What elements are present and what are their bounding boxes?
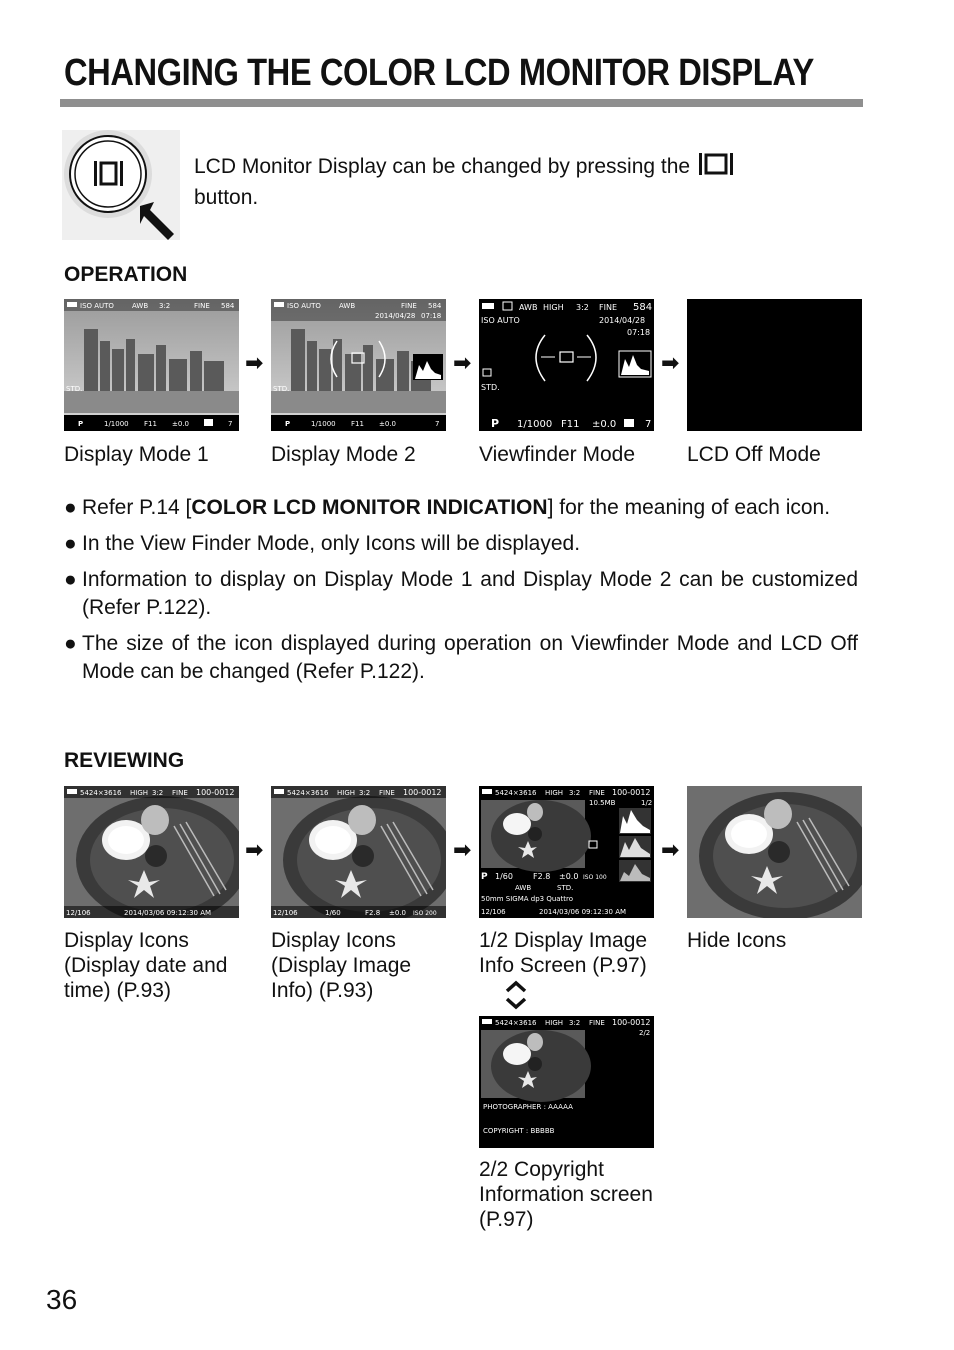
note-text: Information to display on Display Mode 1 and Display Mode 2 can be customized (Refer P.122). [82, 568, 858, 619]
osd-count: 584 [221, 302, 235, 310]
osd-std: STD. [273, 385, 290, 393]
lcd-off-mode-image [687, 299, 862, 431]
osd-wb: AWB [515, 884, 532, 892]
osd-datetime: 2014/03/06 09:12:30 AM [539, 908, 627, 916]
page-number: 36 [46, 1284, 78, 1315]
osd-mode: P [78, 420, 84, 428]
osd-ratio: 3:2 [569, 789, 581, 797]
notes-list [64, 494, 858, 694]
osd-ev: ±0.0 [172, 420, 189, 428]
caption-line: Display Icons [271, 929, 396, 952]
reviewing-heading: REVIEWING [64, 749, 185, 772]
caption-display-info [271, 928, 411, 1003]
display-mode-1-image [64, 299, 239, 431]
osd-size: 5424×3616 [495, 1019, 537, 1027]
operation-heading: OPERATION [64, 263, 188, 286]
osd-fine: FINE [172, 789, 188, 797]
osd-mode: P [481, 872, 488, 882]
osd-copyright: COPYRIGHT : BBBBB [483, 1127, 555, 1135]
arrow-right-icon: ➡ [245, 837, 264, 862]
osd-std: STD. [481, 383, 500, 392]
osd-page: 1/2 [641, 799, 653, 807]
osd-fine: FINE [401, 302, 417, 310]
bullet-dot: ● [64, 496, 77, 519]
osd-fine: FINE [379, 789, 395, 797]
osd-frame: 12/106 [273, 909, 298, 917]
display-mode-2-image [271, 299, 446, 431]
caption-display-mode-2: Display Mode 2 [271, 443, 416, 466]
osd-ev: ±0.0 [592, 419, 617, 430]
caption-line: (Display date and [64, 954, 228, 977]
note-text: Refer P.14 [ [82, 496, 192, 519]
caption-line: (P.97) [479, 1208, 534, 1231]
osd-mode: P [491, 417, 500, 430]
caption-line: Display Icons [64, 929, 189, 952]
note-item [64, 530, 858, 558]
review-info-screen-1-image [479, 786, 654, 918]
intro-text-after: button. [194, 186, 259, 209]
osd-aperture: F11 [144, 420, 157, 428]
osd-quality: HIGH [545, 1019, 564, 1027]
title-rule [60, 99, 863, 107]
osd-wb: AWB [519, 303, 538, 312]
osd-frames: 7 [228, 420, 233, 428]
caption-info-screen-1 [479, 928, 647, 978]
arrow-right-icon: ➡ [661, 350, 680, 375]
display-button-illustration [62, 130, 180, 240]
caption-line: Info) (P.93) [271, 979, 374, 1002]
osd-std: STD. [66, 385, 83, 393]
review-display-date-image [64, 786, 239, 918]
osd-count: 584 [428, 302, 442, 310]
osd-aperture: F2.8 [533, 872, 551, 881]
note-item [64, 494, 858, 522]
caption-lcd-off-mode: LCD Off Mode [687, 443, 821, 466]
caption-copyright-screen [479, 1157, 653, 1232]
intro-text [194, 152, 854, 212]
osd-iso: ISO AUTO [80, 302, 114, 310]
caption-display-mode-1: Display Mode 1 [64, 443, 209, 466]
osd-datetime: 2014/03/06 09:12:30 AM [124, 909, 212, 917]
bullet-dot: ● [64, 532, 77, 555]
osd-size: 5424×3616 [287, 789, 329, 797]
osd-mb: 10.5MB [589, 799, 616, 807]
osd-wb: AWB [339, 302, 356, 310]
osd-frame: 12/106 [481, 908, 506, 916]
intro-text-before: LCD Monitor Display can be changed by pressing the [194, 155, 691, 178]
osd-std: STD. [557, 884, 574, 892]
osd-fine: FINE [589, 789, 605, 797]
note-text: The size of the icon displayed during operation on Viewfinder Mode and LCD Off Mode can be changed (Refer P.122). [82, 632, 858, 683]
osd-shutter: 1/1000 [311, 420, 336, 428]
osd-ratio: 3:2 [159, 302, 171, 310]
osd-quality: HIGH [337, 789, 356, 797]
viewfinder-mode-image [479, 299, 654, 431]
osd-file: 100-0012 [612, 788, 651, 797]
osd-iso: ISO AUTO [481, 316, 520, 325]
osd-file: 100-0012 [612, 1018, 651, 1027]
arrow-right-icon: ➡ [245, 350, 264, 375]
caption-line: time) (P.93) [64, 979, 171, 1002]
osd-frames: 7 [435, 420, 440, 428]
arrow-right-icon: ➡ [453, 350, 472, 375]
arrow-right-icon: ➡ [453, 837, 472, 862]
caption-line: Information screen [479, 1183, 653, 1206]
osd-frame: 12/106 [66, 909, 91, 917]
osd-date: 2014/04/28 [375, 312, 416, 320]
osd-shutter: 1/60 [325, 909, 341, 917]
osd-file: 100-0012 [403, 788, 442, 797]
osd-iso: ISO 200 [413, 910, 437, 917]
osd-time: 07:18 [421, 312, 442, 320]
osd-quality: HIGH [543, 303, 564, 312]
osd-page: 2/2 [639, 1029, 651, 1037]
osd-mode: P [285, 420, 291, 428]
osd-quality: HIGH [545, 789, 564, 797]
osd-ev: ±0.0 [559, 872, 579, 881]
osd-ratio: 3:2 [576, 303, 589, 312]
bullet-dot: ● [64, 568, 77, 591]
osd-size: 5424×3616 [495, 789, 537, 797]
osd-size: 5424×3616 [80, 789, 122, 797]
osd-ratio: 3:2 [152, 789, 164, 797]
osd-ratio: 3:2 [569, 1019, 581, 1027]
caption-hide-icons: Hide Icons [687, 929, 787, 952]
osd-wb: AWB [132, 302, 149, 310]
display-button-icon [698, 152, 736, 184]
caption-line: 2/2 Copyright [479, 1158, 604, 1181]
osd-iso: ISO AUTO [287, 302, 321, 310]
osd-fine: FINE [589, 1019, 605, 1027]
osd-shutter: 1/60 [495, 872, 513, 881]
osd-aperture: F2.8 [365, 909, 381, 917]
caption-viewfinder-mode: Viewfinder Mode [479, 443, 636, 466]
osd-frames: 7 [645, 419, 652, 430]
osd-photographer: PHOTOGRAPHER : AAAAA [483, 1103, 573, 1111]
page-title: CHANGING THE COLOR LCD MONITOR DISPLAY [64, 52, 814, 94]
review-copyright-screen-image [479, 1016, 654, 1148]
bullet-dot: ● [64, 632, 77, 655]
note-text: ] for the meaning of each icon. [547, 496, 831, 519]
review-hide-icons-image [687, 786, 862, 918]
caption-line: (Display Image [271, 954, 412, 977]
osd-shutter: 1/1000 [517, 419, 553, 430]
caption-line: Info Screen (P.97) [479, 954, 647, 977]
osd-date: 2014/04/28 [599, 316, 646, 325]
osd-aperture: F11 [351, 420, 364, 428]
note-item [64, 630, 858, 686]
osd-file: 100-0012 [196, 788, 235, 797]
osd-ratio: 3:2 [359, 789, 371, 797]
note-item [64, 566, 858, 622]
osd-iso: ISO 100 [583, 874, 607, 881]
osd-quality: HIGH [130, 789, 149, 797]
osd-ev: ±0.0 [379, 420, 396, 428]
osd-aperture: F11 [561, 419, 580, 430]
up-down-arrow-icon [504, 980, 528, 1010]
note-text: In the View Finder Mode, only Icons will be displayed. [82, 532, 581, 555]
osd-time: 07:18 [627, 328, 651, 337]
osd-fine: FINE [194, 302, 210, 310]
review-display-info-image [271, 786, 446, 918]
osd-shutter: 1/1000 [104, 420, 129, 428]
osd-lens: 50mm SIGMA dp3 Quattro [481, 895, 574, 903]
caption-line: 1/2 Display Image [479, 929, 648, 952]
osd-ev: ±0.0 [389, 909, 406, 917]
note-reference: COLOR LCD MONITOR INDICATION [191, 496, 548, 519]
caption-display-date [64, 928, 227, 1003]
osd-count: 584 [633, 302, 653, 313]
arrow-right-icon: ➡ [661, 837, 680, 862]
osd-fine: FINE [599, 303, 617, 312]
